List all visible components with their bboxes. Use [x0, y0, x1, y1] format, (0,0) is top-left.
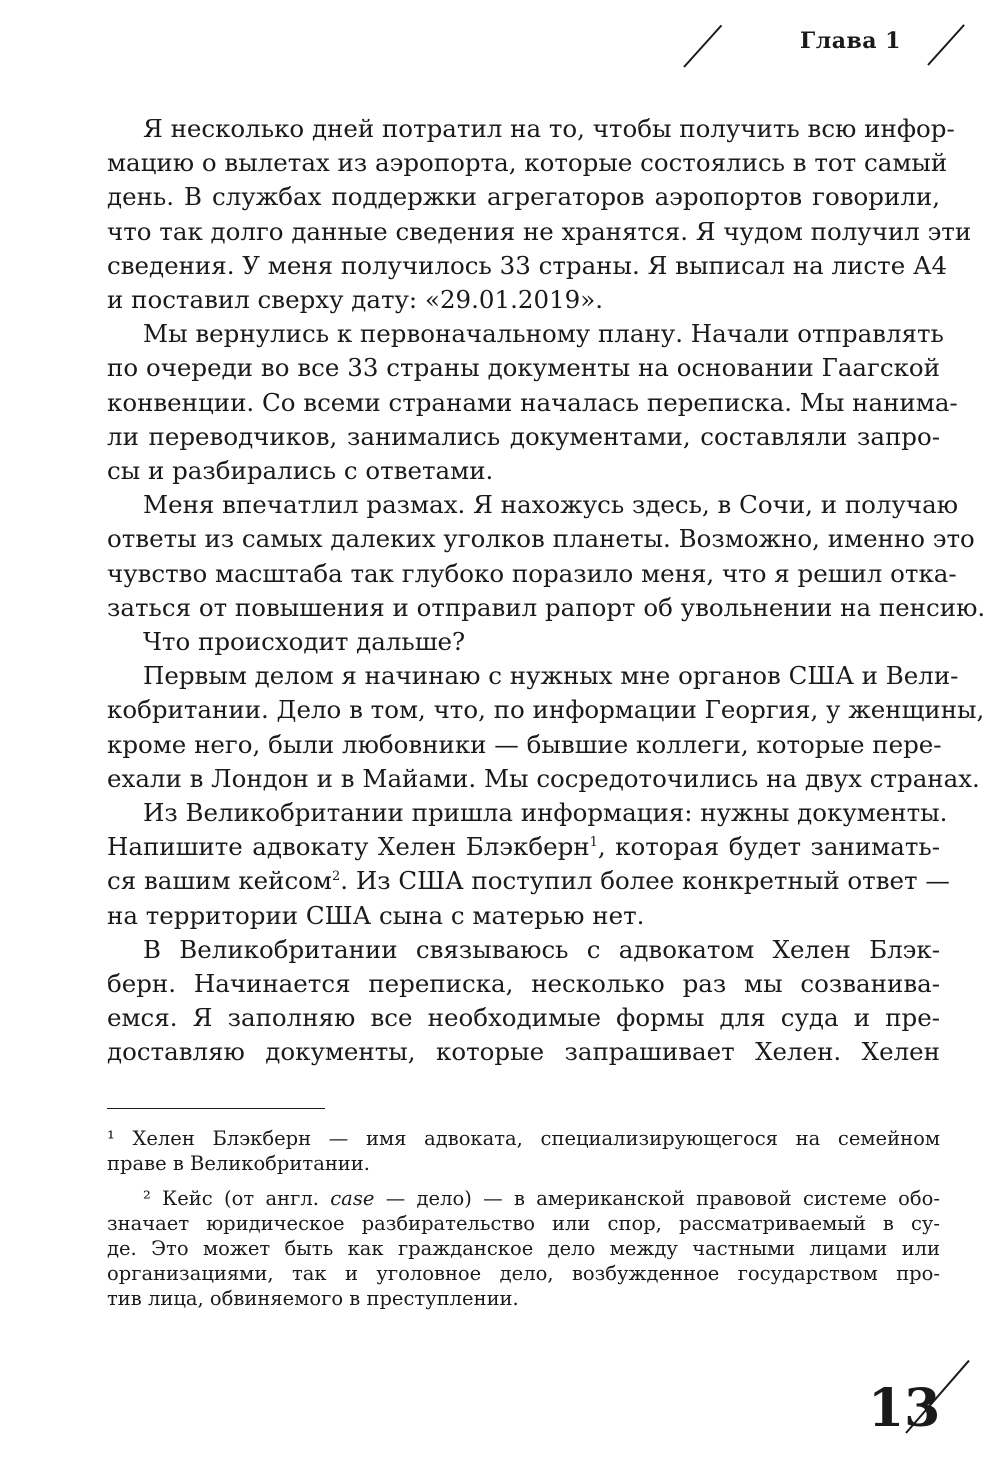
- footnote-ref: 2: [332, 869, 341, 885]
- footnote-line: организациями, так и уголовное дело, возбужденное государством про-: [107, 1262, 940, 1285]
- footnote-line: значает юридическое разбирательство или спор, рассматриваемый в су-: [107, 1212, 940, 1235]
- body-line: на территории США сына с матерью нет.: [107, 900, 645, 930]
- body-line: чувство масштаба так глубоко поразило меня, что я решил отка-: [107, 558, 957, 588]
- body-line: емся. Я заполняю все необходимые формы для суда и пре-: [107, 1003, 940, 1033]
- footnote-1: [107, 1126, 940, 1176]
- footnote-line: де. Это может быть как гражданское дело между частными лицами или: [107, 1237, 940, 1260]
- body-line: кобритании. Дело в том, что, по информации Георгия, у женщины,: [107, 695, 985, 725]
- body-line: Я несколько дней потратил на то, чтобы получить всю инфор-: [143, 114, 955, 143]
- body-line: Из Великобритании пришла информация: нужны документы.: [143, 798, 948, 828]
- body-line: Меня впечатлил размах. Я нахожусь здесь, в Сочи, и получаю: [143, 490, 959, 520]
- body-line: и поставил сверху дату: «29.01.2019».: [107, 285, 604, 315]
- body-line: доставляю документы, которые запрашивает Хелен. Хелен: [107, 1037, 940, 1067]
- footnote-2: [107, 1186, 940, 1311]
- footnote-ref: 1: [589, 835, 598, 851]
- body-line: мацию о вылетах из аэропорта, которые состоялись в тот самый: [107, 148, 948, 178]
- footnote-rule: [107, 1108, 325, 1109]
- body-line: сы и разбирались с ответами.: [107, 456, 494, 486]
- body-line: что так долго данные сведения не хранятся. Я чудом получил эти: [107, 216, 972, 246]
- header-slash-left: [683, 25, 722, 68]
- footnotes: [107, 1126, 940, 1311]
- body-line: Напишите адвокату Хелен Блэкберн$^1$, которая будет занимать-: [107, 832, 940, 862]
- footnote-line: ² Кейс (от англ. case — дело) — в американской правовой системе обо-: [143, 1187, 940, 1210]
- body-line: кроме него, были любовники — бывшие коллеги, которые пере-: [107, 729, 942, 759]
- body-line: день. В службах поддержки агрегаторов аэропортов говорили,: [107, 182, 940, 212]
- footnote-line: праве в Великобритании.: [107, 1152, 371, 1175]
- body-line: ся вашим кейсом$^2$. Из США поступил более конкретный ответ —: [107, 866, 950, 896]
- page-number: 13: [868, 1378, 941, 1439]
- body-line: В Великобритании связываюсь с адвокатом Хелен Блэк-: [143, 934, 940, 964]
- body-line: ответы из самых далеких уголков планеты. Возможно, именно это: [107, 524, 975, 554]
- body-line: заться от повышения и отправил рапорт об увольнении на пенсию.: [107, 592, 986, 622]
- body-line: Что происходит дальше?: [143, 627, 466, 657]
- footnote-line: тив лица, обвиняемого в преступлении.: [107, 1287, 519, 1310]
- header-slash-right: [927, 24, 965, 65]
- body-line: Мы вернулись к первоначальному плану. Начали отправлять: [143, 319, 944, 349]
- body-line: ехали в Лондон и в Майами. Мы сосредоточились на двух странах.: [107, 763, 980, 793]
- footnote-line: ¹ Хелен Блэкберн — имя адвоката, специализирующегося на семейном: [107, 1127, 940, 1150]
- body-line: конвенции. Со всеми странами началась переписка. Мы нанима-: [107, 387, 958, 417]
- body-line: берн. Начинается переписка, несколько раз мы созванива-: [107, 969, 940, 999]
- body-text: [107, 112, 986, 1070]
- footnote-italic-term: case: [330, 1187, 375, 1210]
- body-line: Первым делом я начинаю с нужных мне органов США и Вели-: [143, 661, 959, 691]
- chapter-title: Глава 1: [800, 28, 901, 54]
- body-line: по очереди во все 33 страны документы на основании Гаагской: [107, 353, 940, 383]
- body-line: ли переводчиков, занимались документами, составляли запро-: [107, 421, 940, 451]
- body-line: сведения. У меня получилось 33 страны. Я выписал на листе А4: [107, 250, 948, 280]
